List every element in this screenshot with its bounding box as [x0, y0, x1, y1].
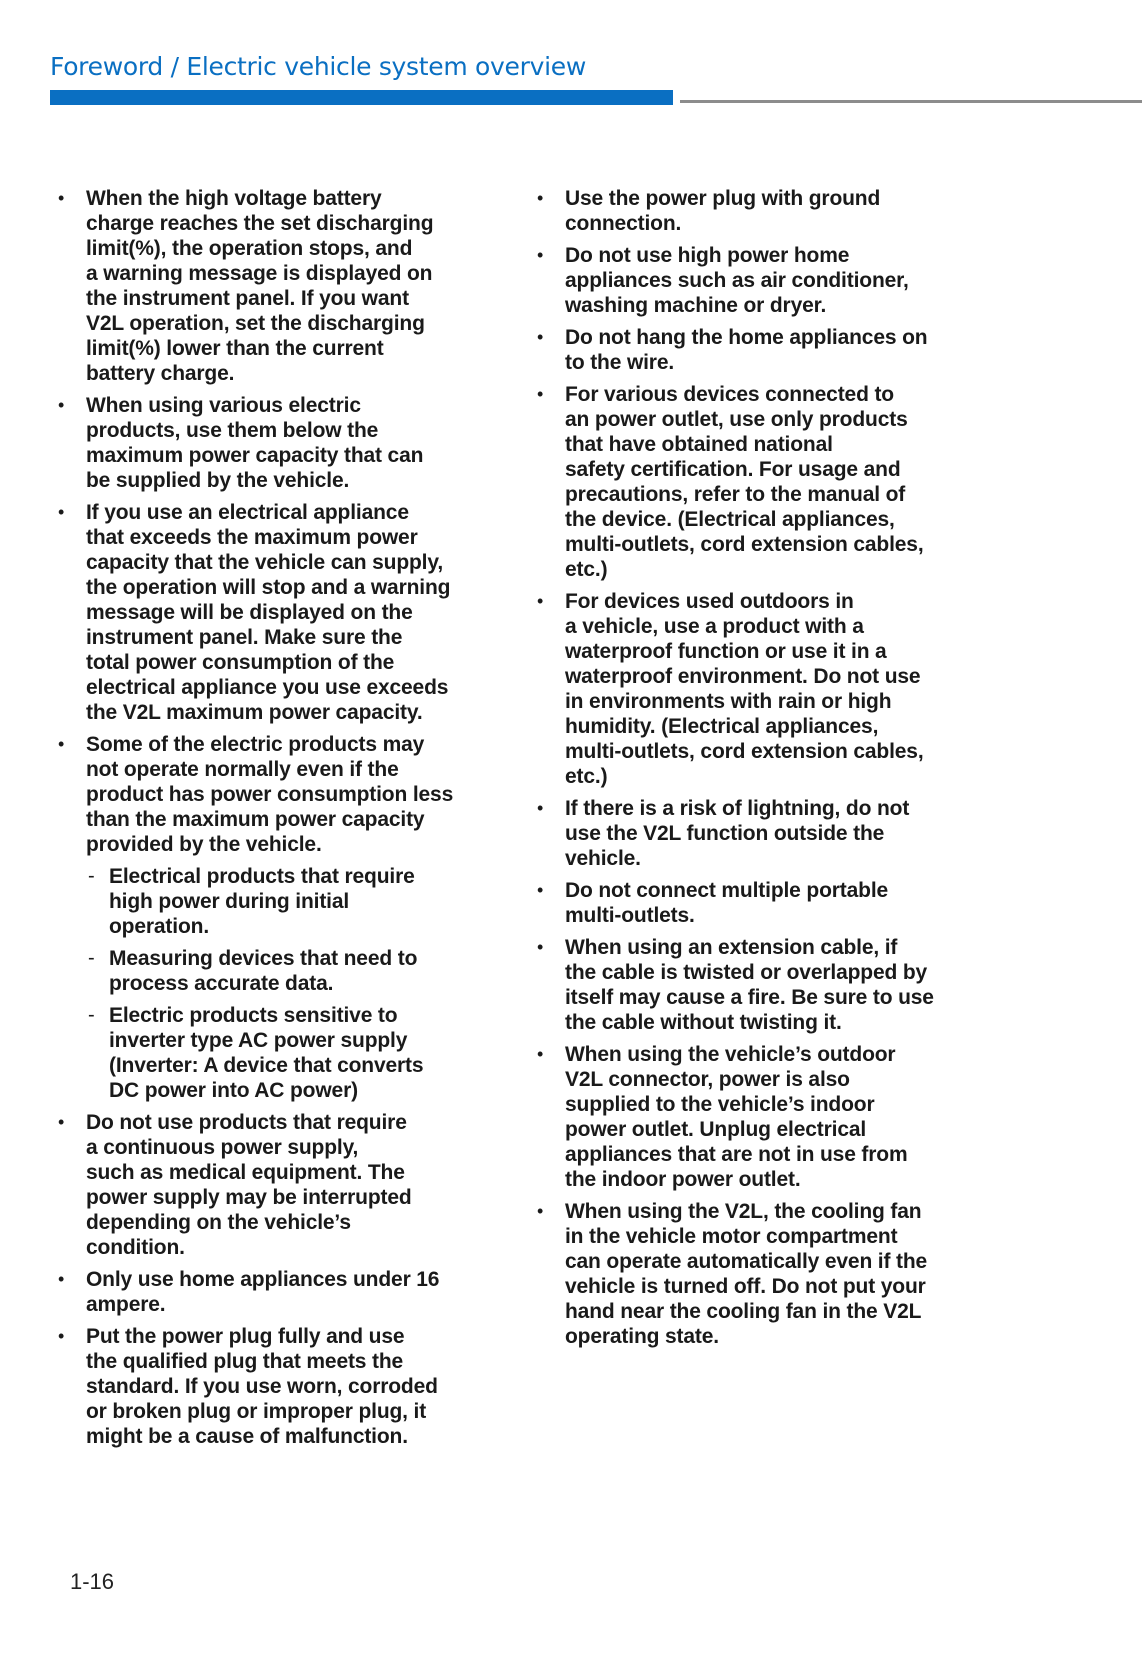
list-item-text: Do not use products that require a continuous power supply, such as medical equipment. The power supply may be interrupted depending on the vehicle’s condition.	[86, 1111, 412, 1259]
list-item-text: When using the V2L, the cooling fan in the vehicle motor compartment can operate automatically even if the vehicle is turned off. Do not put your hand near the cooling fan in the V2L operating state.	[565, 1200, 928, 1348]
bullet-icon: •	[537, 384, 544, 404]
list-item-text: Some of the electric products may not operate normally even if the product has power consumption less than the maximum power capacity provided by the vehicle.	[86, 733, 454, 856]
list-item-text: If there is a risk of lightning, do not use the V2L function outside the vehicle.	[565, 797, 910, 870]
list-item-text: Do not connect multiple portable multi-outlets.	[565, 879, 889, 927]
bullet-icon: •	[58, 502, 65, 522]
bullet-icon: •	[537, 188, 544, 208]
list-item-text: If you use an electrical appliance that exceeds the maximum power capacity that the vehicle can supply, the operation will stop and a warning message will be displayed on the instrument panel. Make sure the total power consumption of the electrical appliance you use exceeds the V2L maximum power capacity.	[86, 501, 451, 724]
list-item	[58, 186, 528, 386]
list-item-text: When using an extension cable, if the cable is twisted or overlapped by itself may cause a fire. Be sure to use the cable without twisting it.	[565, 936, 934, 1034]
list-item	[537, 382, 1017, 582]
list-item-text: For devices used outdoors in a vehicle, use a product with a waterproof function or use it in a waterproof environment. Do not use in environments with rain or high humidity. (Electrical appliances, multi-outlets, cord extension cables, etc.)	[565, 590, 924, 788]
list-item	[537, 589, 1017, 789]
bullet-icon: •	[58, 1269, 65, 1289]
list-item-text: Electric products sensitive to inverter type AC power supply (Inverter: A device that converts DC power into AC power)	[109, 1004, 424, 1102]
bullet-icon: •	[58, 1112, 65, 1132]
bullet-icon: •	[537, 798, 544, 818]
list-item-text: For various devices connected to an power outlet, use only products that have obtained national safety certification. For usage and precautions, refer to the manual of the device. (Electrical appliances, multi-outlets, cord extension cables, etc.)	[565, 383, 924, 581]
list-item-text: When using various electric products, use them below the maximum power capacity that can be supplied by the vehicle.	[86, 394, 424, 492]
bullet-icon: •	[537, 1044, 544, 1064]
header-accent-rule	[50, 90, 673, 105]
list-item	[537, 243, 1017, 318]
list-item	[537, 1042, 1017, 1192]
list-item-text: Electrical products that require high power during initial operation.	[109, 865, 415, 938]
list-item-text: Measuring devices that need to process accurate data.	[109, 947, 418, 995]
list-item	[58, 1110, 528, 1260]
list-item	[58, 500, 528, 725]
sub-list-item	[58, 946, 528, 996]
list-item-text: Do not use high power home appliances such as air conditioner, washing machine or dryer.	[565, 244, 909, 317]
bullet-icon: •	[58, 1326, 65, 1346]
list-item	[537, 878, 1017, 928]
page-number: 1-16	[70, 1569, 115, 1594]
bullet-icon: •	[537, 1201, 544, 1221]
dash-marker-icon: -	[88, 865, 95, 887]
sub-list-item	[58, 1003, 528, 1103]
list-item-text: Put the power plug fully and use the qualified plug that meets the standard. If you use worn, corroded or broken plug or improper plug, it might be a cause of malfunction.	[86, 1325, 438, 1448]
list-item	[537, 1199, 1017, 1349]
list-item-text: When using the vehicle’s outdoor V2L connector, power is also supplied to the vehicle’s indoor power outlet. Unplug electrical appliances that are not in use from the indoor power outlet.	[565, 1043, 908, 1191]
left-column	[58, 186, 528, 1456]
dash-marker-icon: -	[88, 1004, 95, 1026]
list-item	[58, 1267, 528, 1317]
list-item-text: Do not hang the home appliances on to the wire.	[565, 326, 928, 374]
right-column	[537, 186, 1017, 1356]
list-item	[537, 325, 1017, 375]
list-item	[58, 1324, 528, 1449]
list-item	[537, 935, 1017, 1035]
bullet-icon: •	[537, 245, 544, 265]
list-item-text: Only use home appliances under 16 ampere.	[86, 1268, 440, 1316]
bullet-icon: •	[58, 188, 65, 208]
bullet-icon: •	[537, 591, 544, 611]
list-item-text: When the high voltage battery charge reaches the set discharging limit(%), the operation stops, and a warning message is displayed on the instrument panel. If you want V2L operation, set the discharging limit(%) lower than the current battery charge.	[86, 187, 434, 385]
bullet-icon: •	[58, 734, 65, 754]
section-breadcrumb: Foreword / Electric vehicle system overview	[50, 52, 586, 81]
bullet-icon: •	[58, 395, 65, 415]
header-divider-rule	[680, 100, 1142, 103]
list-item	[537, 186, 1017, 236]
bullet-icon: •	[537, 327, 544, 347]
list-item	[58, 732, 528, 857]
sub-list-item	[58, 864, 528, 939]
list-item-text: Use the power plug with ground connection.	[565, 187, 881, 235]
bullet-icon: •	[537, 937, 544, 957]
dash-marker-icon: -	[88, 947, 95, 969]
list-item	[58, 393, 528, 493]
bullet-icon: •	[537, 880, 544, 900]
list-item	[537, 796, 1017, 871]
